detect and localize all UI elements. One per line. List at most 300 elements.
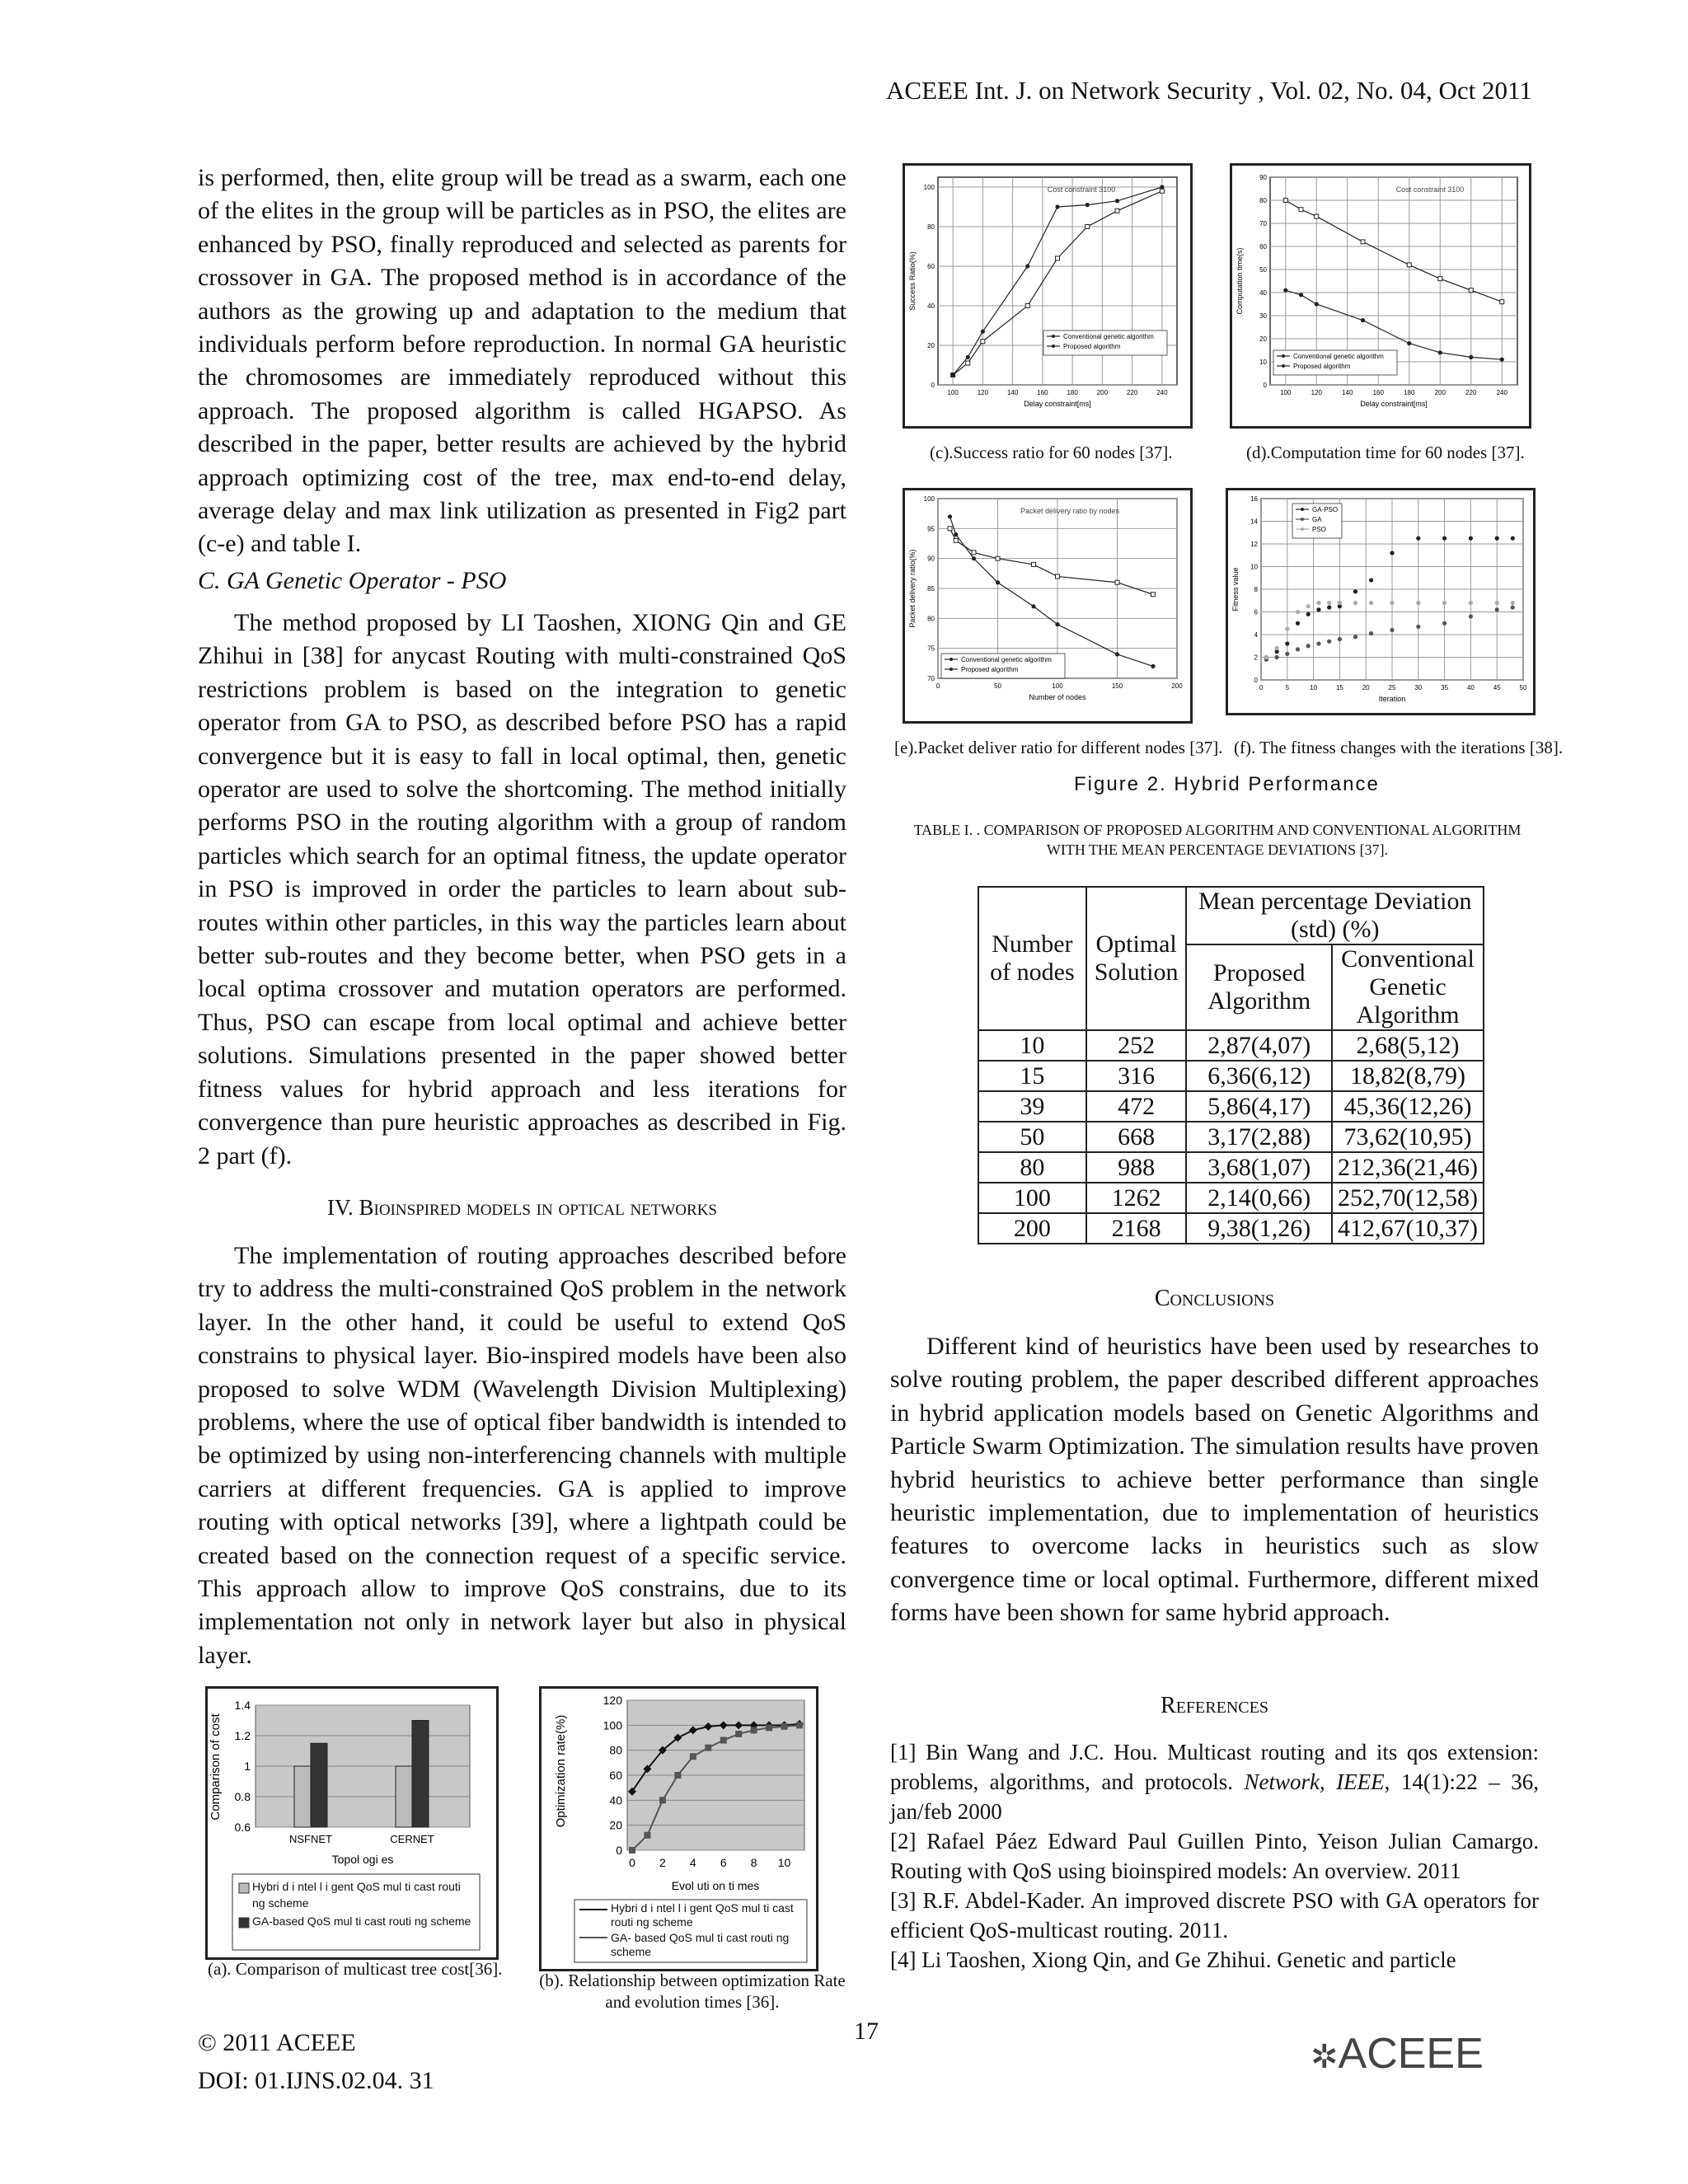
chart-b-point [674,1772,681,1779]
chart-e-point [954,532,958,537]
table-cell: 15 [978,1061,1086,1091]
chart-b-ytick: 40 [609,1793,622,1807]
chart-d-xtick: 220 [1465,389,1477,396]
chart-c-xtick: 180 [1067,389,1078,396]
chart-d-title: Cost constraint 3100 [1395,185,1465,194]
chart-c-ytick: 60 [927,263,935,270]
chart-e-point [1031,604,1035,608]
chart-c-ytick: 20 [927,342,935,349]
chart-a-svg [208,1689,496,1957]
chart-c-point [1085,225,1090,229]
chart-e-legend-marker [950,658,953,661]
chart-c-point [1160,185,1164,189]
chart-d-xtick: 120 [1311,389,1322,396]
paragraph-3: The implementation of routing approaches described before try to address the multi-constrained QoS problem in the network layer. In the other hand, it could be useful to extend QoS constrains to physical layer. Bio-inspired models have been also proposed to solve WDM (Wavelength Division Multiplexing) problems, where the use of optical fiber bandwidth is intended to be optimized by using non-interferencing channels with multiple carriers at different frequencies. GA is applied to improve routing with optical networks [39], where a lightpath could be created based on the connection request of a specific service. This approach allow to improve QoS constrains, due to its implementation not only in network layer but also in physical layer. [198,1242,846,1669]
reference-1 [890,1737,1539,1826]
chart-d-point [1438,277,1442,281]
chart-b-point [720,1737,727,1744]
chart-c-point [966,361,970,365]
reference-1-venue: Network, IEEE [1244,1769,1385,1794]
chart-f-ytick: 10 [1250,563,1258,571]
chart-d-legend-label: Conventional genetic algorithm [1293,353,1384,360]
chart-d-xtick: 140 [1342,389,1353,396]
chart-d-ytick: 0 [1263,382,1267,389]
table-row [978,1030,1484,1061]
chart-f-point [1390,628,1394,632]
chart-a-ylabel: Comparison of cost [209,1713,223,1821]
chart-a-legend-swatch-ga [239,1918,249,1928]
chart-b-point [796,1722,803,1728]
chart-d-ytick: 80 [1259,197,1267,204]
chart-f-point [1296,621,1300,626]
chart-c-point [951,373,955,377]
chart-d-point [1299,293,1303,297]
chart-b-xtick: 4 [689,1856,696,1869]
table-1-caption-line2: WITH THE MEAN PERCENTAGE DEVIATIONS [37]. [1046,841,1389,858]
chart-f-point [1495,601,1499,605]
chart-f-point [1296,647,1300,651]
chart-e-legend-label: Proposed algorithm [961,666,1019,673]
chart-b-xtick: 2 [659,1856,666,1869]
chart-d-legend-marker [1282,364,1285,368]
chart-d-point [1500,358,1504,362]
chart-f-point [1327,640,1331,644]
figure-d-caption: (d).Computation time for 60 nodes [37]. [1246,443,1525,462]
table-row [978,1061,1484,1091]
chart-f-xtick: 15 [1335,684,1343,691]
chart-e-ytick: 80 [927,615,935,623]
table-1 [978,886,1484,1244]
table-1-caption [904,820,1531,860]
chart-f-point [1274,655,1278,659]
table-cell: 2,87(4,07) [1186,1030,1332,1061]
chart-e-ytick: 90 [927,555,935,563]
chart-d-ytick: 20 [1259,335,1267,343]
chart-f-point [1338,601,1342,605]
chart-a-legend-swatch-hybrid [239,1883,249,1893]
chart-c-legend-label: Conventional genetic algorithm [1063,333,1154,340]
table-header-mean: Mean percentage Deviation (std) (%) [1186,887,1484,944]
chart-b-point [781,1723,788,1730]
chart-f-legend-marker [1301,518,1304,521]
chart-f-xtick: 50 [1519,684,1527,691]
chart-f-ytick: 12 [1250,541,1258,548]
footer-doi: DOI: 01.IJNS.02.04. 31 [198,2067,434,2094]
table-row [978,1152,1484,1183]
chart-f-point [1316,641,1320,645]
table-cell: 212,36(21,46) [1332,1152,1484,1183]
table-cell: 200 [978,1213,1086,1244]
chart-f-legend-label: PSO [1312,526,1326,533]
table-header-optimal: Optimal Solution [1086,887,1187,1030]
chart-f-xtick: 25 [1388,684,1396,691]
chart-c-svg [905,166,1190,426]
chart-e-title: Packet delivery ratio by nodes [1020,507,1120,515]
chart-e-xlabel: Number of nodes [1029,693,1086,701]
figure-d [1230,163,1531,429]
chart-d-point [1469,355,1473,359]
chart-a-bar [396,1766,412,1827]
table-cell: 9,38(1,26) [1186,1213,1332,1244]
chart-c-point [981,340,985,344]
references-title: References [1160,1693,1268,1718]
chart-e-ytick: 85 [927,585,935,593]
chart-f-point [1306,644,1311,648]
chart-a-ytick: 1.4 [234,1699,251,1712]
chart-a-bar [294,1766,311,1827]
figure-a-caption: (a). Comparison of multicast tree cost[36]. [208,1959,503,1979]
chart-e-xtick: 0 [935,682,940,690]
chart-f-legend-label: GA [1312,516,1322,523]
conclusions-text: Different kind of heuristics have been used by researches to solve routing problem, the paper described different approaches in hybrid application models based on Genetic Algorithms and Particle Swarm Optimization. The simulation results have proven hybrid heuristics to achieve better performance than single heuristic implementation, due to implementation of heuristics features to overcome lacks in heuristics such as slow convergence time or local optimal. Furthermore, different mixed forms have been shown for same hybrid approach. [890,1333,1539,1627]
chart-f-legend-marker [1301,508,1304,511]
chart-f-point [1511,601,1515,605]
chart-f-point [1469,537,1473,541]
chart-b-point [766,1724,772,1731]
figure-e-caption: [e).Packet deliver ratio for different nodes [37]. [894,738,1223,757]
chart-d-xtick: 180 [1404,389,1415,396]
chart-e-xtick: 50 [994,682,1001,690]
running-header: ACEEE Int. J. on Network Security , Vol. 02, No. 04, Oct 2011 [886,76,1532,105]
chart-f-xtick: 10 [1310,684,1318,691]
chart-f-point [1316,601,1320,605]
chart-a-ytick: 0.6 [234,1821,251,1834]
table-row [978,1091,1484,1122]
chart-a-xlabel: Topol ogi es [331,1853,394,1866]
chart-f-point [1416,537,1420,541]
chart-d-svg [1232,166,1529,426]
chart-b-legend-label-ga: GA- based QoS mul ti cast routi ng scheme [611,1931,790,1958]
chart-f-point [1511,605,1515,609]
table-cell: 100 [978,1183,1086,1213]
chart-c-xtick: 160 [1037,389,1048,396]
chart-b-point [644,1832,650,1839]
chart-f-ytick: 16 [1250,495,1258,503]
chart-d-xtick: 160 [1372,389,1384,396]
table-cell: 2,14(0,66) [1186,1183,1332,1213]
chart-f-point [1285,652,1289,656]
chart-f-point [1296,610,1300,614]
chart-e-point [972,551,976,555]
table-cell: 5,86(4,17) [1186,1091,1332,1122]
chart-c-ytick: 40 [927,302,935,310]
chart-e-legend-label: Conventional genetic algorithm [961,656,1052,663]
table-cell: 50 [978,1122,1086,1152]
chart-c-point [1115,209,1119,213]
chart-a-ytick: 0.8 [234,1790,251,1803]
chart-f-point [1274,646,1278,650]
chart-d-xtick: 240 [1496,389,1507,396]
chart-f-point [1495,607,1499,612]
chart-e-point [1151,593,1156,597]
chart-c-point [1085,203,1090,207]
chart-f-point [1369,631,1373,635]
chart-f-xtick: 35 [1441,684,1449,691]
chart-c-ylabel: Success Ratio(%) [908,251,917,311]
table-cell: 2168 [1086,1213,1187,1244]
chart-f-xtick: 5 [1285,684,1290,691]
chart-a-ytick: 1 [244,1760,251,1773]
page-number: 17 [854,2018,879,2045]
chart-d-ytick: 30 [1259,312,1267,320]
chart-f-point [1306,612,1311,616]
table-row [978,1213,1484,1244]
chart-f-point [1353,635,1357,639]
table-cell: 6,36(6,12) [1186,1061,1332,1091]
chart-e-point [1115,652,1119,656]
chart-b-point [705,1745,711,1751]
chart-d-ytick: 90 [1259,174,1267,181]
chart-a-xtick-nsfnet: NSFNET [289,1833,332,1845]
chart-c-point [1115,199,1119,203]
chart-c-xtick: 220 [1126,389,1138,396]
chart-e-svg [905,490,1190,721]
chart-e-legend-marker [950,668,953,671]
chart-f-point [1285,641,1289,645]
table-cell: 252 [1086,1030,1187,1061]
chart-d-point [1299,208,1303,212]
table-cell: 412,67(10,37) [1332,1213,1484,1244]
chart-e-point [972,556,976,560]
chart-c-xtick: 200 [1096,389,1109,396]
chart-b-ytick: 120 [603,1694,622,1707]
chart-d-legend-marker [1282,354,1285,358]
chart-c-point [1056,256,1060,260]
chart-f-point [1416,625,1420,629]
figure-2-caption: Figure 2. Hybrid Performance [1074,773,1380,795]
chart-b-point [659,1797,666,1803]
chart-e-point [996,556,1000,560]
chart-f-ytick: 4 [1254,631,1258,639]
chart-f-point [1353,601,1357,605]
chart-e-point [1056,574,1060,579]
chart-f-ytick: 14 [1250,518,1258,526]
chart-f-point [1316,607,1320,612]
chart-c-legend-label: Proposed algorithm [1063,343,1121,350]
aceee-logo-text: ACEEE [1338,2030,1484,2078]
reference-1-tail: , 14(1):22 – 36, jan/feb 2000 [890,1769,1540,1824]
references-list [890,1737,1539,1975]
reference-3: [3] R.F. Abdel-Kader. An improved discrete PSO with GA operators for efficient QoS-multicast routing. 2011. [890,1888,1539,1943]
chart-d-ylabel: Computation time(s) [1236,247,1244,315]
chart-c-point [1025,264,1029,268]
chart-e-xtick: 150 [1111,682,1123,690]
chart-c-xtick: 140 [1006,389,1019,396]
chart-b-xtick: 10 [777,1856,791,1869]
chart-f-xtick: 0 [1259,684,1264,691]
table-cell: 316 [1086,1061,1187,1091]
table-cell: 39 [978,1091,1086,1122]
chart-c-xtick: 120 [977,389,989,396]
figure-b [539,1686,818,1971]
table-cell: 3,17(2,88) [1186,1122,1332,1152]
chart-d-xlabel: Delay constraint[ms] [1360,400,1428,408]
paragraph-1: is performed, then, elite group will be tread as a swarm, each one of the elites in the group will be particles as in PSO, the elites are enhanced by PSO, finally reproduced and selected as parents for crossover in GA. The proposed method is in accordance of the authors as the growing up and adaptation to the medium that individuals perform before reproduction. In normal GA heuristic the chromosomes are immediately reproduced without this approach. The proposed algorithm is called HGAPSO. As described in the paper, better results are achieved by the hybrid approach optimizing cost of the tree, max end-to-end delay, average delay and max link utilization as presented in Fig2 part (c-e) and table I. [198,164,846,558]
chart-d-ytick: 60 [1259,243,1267,251]
chart-f-point [1327,605,1331,609]
table-cell: 668 [1086,1122,1187,1152]
chart-e-ytick: 70 [927,675,935,682]
chart-b-xlabel: Evol uti on ti mes [671,1879,760,1892]
chart-f-point [1369,578,1373,582]
chart-c-xtick: 100 [947,389,959,396]
chart-b-legend-label-hybrid: Hybri d i ntel l i gent QoS mul ti cast routi ng scheme [611,1901,794,1929]
chart-b-ytick: 20 [609,1818,622,1832]
chart-b-ytick: 0 [616,1844,622,1857]
table-cell: 1262 [1086,1183,1187,1213]
conclusions-title: Conclusions [1154,1286,1275,1311]
chart-e-xtick: 200 [1171,682,1183,690]
chart-a-xtick-cernet: CERNET [390,1833,434,1845]
table-cell: 2,68(5,12) [1332,1030,1484,1061]
chart-b-xtick: 6 [720,1856,727,1869]
chart-c-xtick: 240 [1156,389,1168,396]
chart-e-point [1115,580,1119,584]
table-cell: 18,82(8,79) [1332,1061,1484,1091]
chart-d-point [1283,288,1287,293]
chart-c-ytick: 100 [923,184,935,191]
chart-f-point [1511,537,1515,541]
chart-b-xtick: 0 [629,1856,635,1869]
table-cell: 988 [1086,1152,1187,1183]
chart-d-ytick: 70 [1259,220,1267,227]
chart-f-point [1416,601,1420,605]
chart-b-xtick: 8 [750,1856,757,1869]
chart-b-svg [542,1689,816,1969]
chart-e-point [1055,622,1059,626]
chart-c-legend-marker [1052,335,1055,338]
chart-b-point [735,1731,742,1737]
chart-d-xtick: 200 [1434,389,1446,396]
chart-b-ylabel: Optimization rate(%) [554,1714,568,1828]
chart-e-point [954,538,958,542]
chart-f-ytick: 0 [1254,677,1258,684]
chart-f-point [1495,537,1499,541]
figure-c [903,163,1193,429]
chart-b-ytick: 60 [609,1769,622,1782]
chart-d-point [1361,240,1365,244]
table-cell: 3,68(1,07) [1186,1152,1332,1183]
chart-f-point [1442,601,1447,605]
figure-b-caption: (b). Relationship between optimization Rate and evolution times [36]. [539,1971,846,2012]
chart-d-xtick: 100 [1280,389,1292,396]
chart-a-ytick: 1.2 [234,1729,251,1742]
chart-d-legend-label: Proposed algorithm [1293,363,1351,370]
paragraph-2: The method proposed by LI Taoshen, XIONG Qin and GE Zhihui in [38] for anycast Routing with multi-constrained QoS restrictions problem is based on the integration to genetic operator from GA to PSO, as described before PSO has a rapid convergence but it is easy to fall in local optimal, then, genetic operator are used to solve the shortcoming. The method initially performs PSO in the routing algorithm with a group of random particles which search for an optimal fitness, the update operator in PSO is improved in order the particles to learn about sub-routes within other particles, in this way the particles learn about better sub-routes and they become better, when PSO gets in a local optima crossover and mutation operators are performed. Thus, PSO can escape from local optimal and achieve better solutions. Simulations presented in the paper showed better fitness values for hybrid approach and less iterations for convergence than pure heuristic approaches as described in Fig. 2 part (f). [198,609,846,1169]
chart-e-ylabel: Packet delivery ratio(%) [908,549,917,628]
table-cell: 472 [1086,1091,1187,1122]
chart-b-point [629,1847,635,1854]
chart-e-xtick: 100 [1052,682,1063,690]
chart-f-point [1306,604,1311,608]
chart-d-point [1438,350,1442,354]
chart-a-legend-label-ga: GA-based QoS mul ti cast routi ng scheme [252,1915,471,1928]
chart-d-point [1407,341,1411,345]
chart-c-xlabel: Delay constraint[ms] [1024,400,1091,408]
chart-f-svg [1228,490,1533,713]
table-cell: 252,70(12,58) [1332,1183,1484,1213]
chart-f-point [1327,601,1331,605]
chart-c-point [981,330,985,334]
chart-d-point [1469,288,1473,293]
section-iv-title: IV. Bioinspired models in optical networks [326,1195,717,1220]
chart-f-point [1390,601,1394,605]
chart-e-point [1032,562,1036,566]
table-row [978,1122,1484,1152]
reference-2: [2] Rafael Páez Edward Paul Guillen Pinto, Yeison Julian Camargo. Routing with QoS using bioinspired models: An overview. 2011 [890,1829,1539,1883]
figure-f-caption: (f). The fitness changes with the iterations [38]. [1234,738,1564,757]
chart-e-point [1151,664,1155,668]
chart-d-point [1315,214,1319,218]
chart-c-ytick: 0 [931,382,935,389]
chart-e-ytick: 95 [927,525,935,533]
chart-d-point [1315,302,1319,306]
chart-d-point [1407,263,1411,267]
chart-f-point [1338,637,1342,641]
chart-d-point [1500,300,1504,304]
chart-e-point [948,527,952,531]
chart-d-ytick: 10 [1259,359,1267,366]
footer-copyright: © 2011 ACEEE [198,2029,356,2056]
figure-e [903,488,1193,724]
chart-c-point [1025,304,1029,308]
table-cell: 45,36(12,26) [1332,1091,1484,1122]
table-header-conventional: Conventional Genetic Algorithm [1332,944,1484,1030]
chart-f-ytick: 8 [1254,586,1258,593]
chart-f-xtick: 20 [1362,684,1370,691]
table-header-proposed: Proposed Algorithm [1186,944,1332,1030]
chart-f-point [1353,589,1357,593]
chart-f-point [1264,655,1268,659]
chart-d-point [1283,199,1287,203]
chart-a-legend-label-hybrid: Hybri d i ntel l i gent QoS mul ti cast routi ng scheme [252,1880,461,1910]
chart-e-ytick: 100 [923,495,935,503]
chart-f-point [1469,614,1473,618]
chart-c-ytick: 80 [927,223,935,231]
chart-f-ytick: 6 [1254,608,1258,616]
chart-c-title: Cost constraint 3100 [1047,185,1116,194]
aceee-logo [1311,2029,1484,2079]
chart-c-legend-marker [1052,344,1055,348]
chart-c-point [1160,189,1164,193]
table-header-nodes: Number of nodes [978,887,1086,1030]
chart-b-ytick: 80 [609,1743,622,1757]
chart-f-legend-marker [1301,527,1304,531]
table-row [978,1183,1484,1213]
aceee-logo-star-icon: ✲ [1311,2039,1339,2075]
chart-f-ytick: 2 [1254,654,1258,662]
reference-4: [4] Li Taoshen, Xiong Qin, and Ge Zhihui. Genetic and particle [890,1947,1456,1972]
chart-d-point [1361,318,1365,322]
chart-f-point [1469,601,1473,605]
chart-f-legend-label: GA-PSO [1312,506,1339,513]
table-1-caption-line1: TABLE I. . COMPARISON OF PROPOSED ALGORITHM AND CONVENTIONAL ALGORITHM [913,822,1522,838]
subsection-c-title: C. GA Genetic Operator - PSO [198,567,507,594]
chart-a-bar [311,1743,327,1827]
chart-e-point [996,580,1000,584]
reference-1-text: [1] Bin Wang and J.C. Hou. Multicast routing and its qos extension: problems, algorithms, and protocols. [890,1740,1539,1794]
chart-f-point [1285,627,1289,631]
chart-f-point [1390,551,1394,555]
chart-b-point [751,1727,757,1733]
chart-c-point [966,355,970,359]
chart-f-xtick: 40 [1466,684,1475,691]
figure-f [1226,488,1536,715]
figure-a [205,1686,499,1960]
chart-b-ytick: 100 [603,1718,622,1732]
chart-d-ytick: 50 [1259,266,1267,274]
chart-f-ylabel: Fitness value [1231,567,1240,612]
